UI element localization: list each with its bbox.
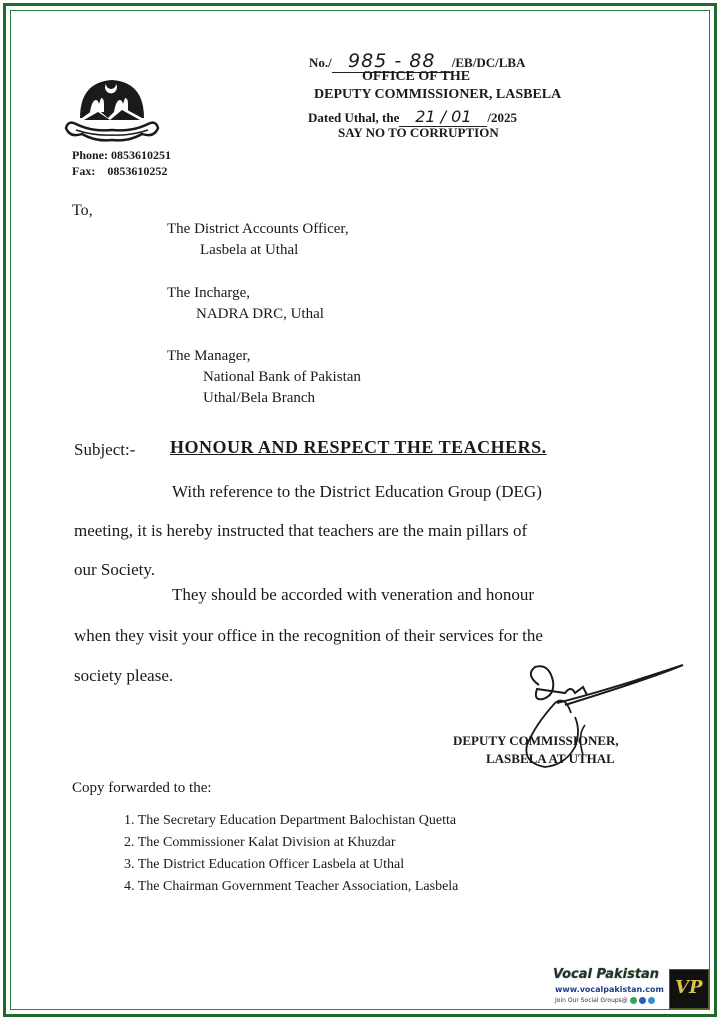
signatory-title: DEPUTY COMMISSIONER,	[453, 733, 619, 748]
office-heading: OFFICE OF THE	[362, 69, 471, 84]
phone-number: Phone: 0853610251	[72, 148, 171, 162]
body-p2-line3: society please.	[74, 666, 174, 685]
copy-list-item: 1. The Secretary Education Department Balochistan Quetta	[124, 813, 457, 828]
subject-label: Subject:-	[74, 440, 136, 459]
watermark-name: Vocal Pakistan	[553, 967, 660, 982]
subject-text: HONOUR AND RESPECT THE TEACHERS.	[170, 437, 547, 457]
body-p1-line3: our Society.	[74, 560, 156, 579]
body-p1-line1: With reference to the District Education Group (DEG)	[172, 482, 542, 501]
dated-prefix: Dated Uthal, the	[308, 110, 400, 125]
recipient-nadra-title: The Incharge,	[167, 285, 251, 301]
twitter-icon[interactable]	[648, 997, 655, 1004]
recipient-nbp-line2: Uthal/Bela Branch	[203, 390, 316, 406]
dated-suffix: /2025	[487, 110, 517, 125]
body-p1-line2: meeting, it is hereby instructed that teachers are the main pillars of	[74, 521, 528, 540]
district-emblem-icon	[62, 72, 162, 150]
copy-list-item: 3. The District Education Officer Lasbela at Uthal	[124, 857, 405, 872]
body-p2-line1: They should be accorded with veneration and honour	[172, 585, 535, 604]
copy-forwarded-heading: Copy forwarded to the:	[72, 780, 212, 796]
recipient-nadra-place: NADRA DRC, Uthal	[196, 306, 324, 322]
copy-list-item: 4. The Chairman Government Teacher Association, Lasbela	[124, 879, 459, 894]
body-p2-line2: when they visit your office in the recognition of their services for the	[74, 626, 543, 645]
watermark-social: Join Our Social Groups@	[555, 997, 655, 1004]
recipient-nbp-title: The Manager,	[167, 348, 251, 364]
watermark-url[interactable]: www.vocalpakistan.com	[555, 985, 664, 994]
ref-suffix: /EB/DC/LBA	[451, 55, 526, 70]
recipient-dao-place: Lasbela at Uthal	[200, 242, 299, 258]
facebook-icon[interactable]	[639, 997, 646, 1004]
dated-handwritten: 21 / 01	[399, 107, 487, 127]
ref-prefix: No./	[309, 55, 332, 70]
slogan: SAY NO TO CORRUPTION	[338, 125, 499, 140]
copy-list-item: 2. The Commissioner Kalat Division at Khuzdar	[124, 835, 396, 850]
dated-line	[308, 107, 517, 127]
fax-number: Fax: 0853610252	[72, 164, 168, 178]
whatsapp-icon[interactable]	[630, 997, 637, 1004]
office-title: DEPUTY COMMISSIONER, LASBELA	[314, 87, 562, 102]
recipient-nbp-line1: National Bank of Pakistan	[203, 369, 361, 385]
recipient-dao-title: The District Accounts Officer,	[167, 221, 349, 237]
to-label: To,	[72, 202, 93, 219]
watermark-badge-icon: VP	[669, 969, 709, 1009]
signatory-place: LASBELA AT UTHAL	[486, 751, 615, 766]
ref-handwritten: 985 - 88	[332, 50, 452, 73]
